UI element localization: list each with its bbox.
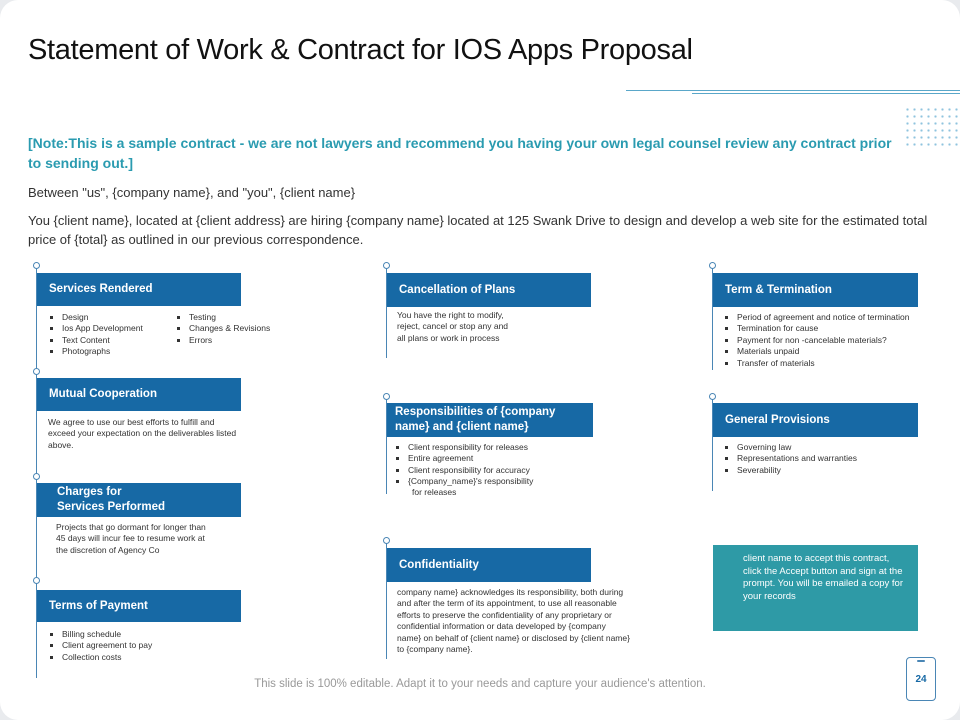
timeline-node — [33, 368, 40, 375]
general-provisions-title: General Provisions — [725, 413, 830, 426]
terms-of-payment-title: Terms of Payment — [49, 599, 148, 612]
page-number-badge — [906, 657, 936, 701]
list-item: Errors — [175, 335, 305, 346]
list-item: Materials unpaid — [723, 346, 938, 357]
charges-text: Projects that go dormant for longer than 45 days will incur fee to resume work at the discretion of Agency Co — [56, 522, 206, 555]
list-item: Period of agreement and notice of termination — [723, 312, 938, 323]
charges-title-line1: Charges for — [57, 486, 122, 498]
terms-of-payment-list — [48, 629, 228, 663]
list-item: Payment for non -cancelable materials? — [723, 335, 938, 346]
list-item: Entire agreement — [394, 453, 594, 464]
charges-header — [37, 483, 241, 517]
cancellation-title: Cancellation of Plans — [399, 283, 516, 296]
confidentiality-text: company name} acknowledges its responsibility, both during and after the term of its appointment, to use all reasonable efforts to preserve the confidentiality of any proprietary or confidential information or data developed by {company name} on behalf of {client name} or disclosed by {client name} to {company name}. — [397, 587, 630, 655]
page-title: Statement of Work & Contract for IOS Apps Proposal — [28, 34, 693, 66]
title-underline-secondary — [692, 93, 960, 94]
cancellation-text: You have the right to modify, reject, cancel or stop any and all plans or work in process — [397, 310, 509, 343]
mutual-cooperation-title: Mutual Cooperation — [49, 388, 157, 400]
termination-header — [713, 273, 918, 307]
list-item: Billing schedule — [48, 629, 228, 640]
page-number: 24 — [915, 673, 927, 685]
general-provisions-header — [713, 403, 918, 437]
confidentiality-title: Confidentiality — [399, 558, 479, 571]
general-provisions-list — [723, 442, 923, 476]
services-rendered-title: Services Rendered — [49, 283, 153, 295]
list-item: Client responsibility for releases — [394, 442, 594, 453]
termination-title: Term & Termination — [725, 283, 832, 296]
list-item: {Company_name}'s responsibility — [394, 476, 594, 487]
list-item: Changes & Revisions — [175, 323, 305, 334]
list-item: Testing — [175, 312, 305, 323]
mutual-cooperation-header — [37, 378, 241, 411]
timeline-node — [709, 262, 716, 269]
cancellation-header — [387, 273, 591, 307]
responsibilities-title-line2: name} and {client name} — [395, 421, 529, 433]
timeline-node — [33, 473, 40, 480]
services-rendered-list-col1 — [48, 312, 178, 358]
responsibilities-title-line1: Responsibilities of {company — [395, 406, 556, 418]
list-item: Severability — [723, 465, 923, 476]
responsibilities-list — [394, 442, 594, 488]
list-item: Design — [48, 312, 178, 323]
intro-paragraph: You {client name}, located at {client address} are hiring {company name} located at 125 Swank Drive to design and develop a web site for the estimated total price of {total} as outlined in our previous correspondence. — [28, 213, 928, 247]
list-item: Photographs — [48, 346, 178, 357]
list-item: Termination for cause — [723, 323, 938, 334]
footer-note: This slide is 100% editable. Adapt it to your needs and capture your audience's attention. — [254, 678, 706, 690]
list-item: Text Content — [48, 335, 178, 346]
mutual-cooperation-text: We agree to use our best efforts to fulfill and exceed your expectation on the deliverables listed above. — [48, 417, 237, 450]
timeline-node — [383, 393, 390, 400]
list-item: Governing law — [723, 442, 923, 453]
timeline-node — [33, 262, 40, 269]
between-paragraph: Between "us", {company name}, and "you", {client name} — [28, 185, 356, 200]
list-item: Ios App Development — [48, 323, 178, 334]
responsibilities-continuation: for releases — [412, 487, 457, 497]
timeline-node — [33, 577, 40, 584]
services-rendered-header — [37, 273, 241, 306]
timeline-node — [709, 393, 716, 400]
timeline-node — [383, 537, 390, 544]
list-item: Client agreement to pay — [48, 640, 228, 651]
accept-instructions-text: client name to accept this contract, click the Accept button and sign at the prompt. You will be emailed a copy for your records — [743, 553, 904, 602]
title-underline — [626, 90, 960, 91]
termination-list — [723, 312, 938, 369]
disclaimer-note: [Note:This is a sample contract - we are not lawyers and recommend you having your own legal counsel review any contract prior to sending out.] — [28, 135, 892, 171]
accept-instructions-box — [713, 545, 918, 631]
list-item: Client responsibility for accuracy — [394, 465, 594, 476]
decorative-dot-grid — [904, 106, 960, 146]
timeline-node — [383, 262, 390, 269]
list-item: Representations and warranties — [723, 453, 923, 464]
confidentiality-header — [387, 548, 591, 582]
charges-title-line2: Services Performed — [57, 501, 166, 513]
services-rendered-list-col2 — [175, 312, 305, 346]
terms-of-payment-header — [37, 590, 241, 622]
list-item: Collection costs — [48, 652, 228, 663]
responsibilities-header — [387, 403, 593, 437]
list-item: Transfer of materials — [723, 358, 938, 369]
